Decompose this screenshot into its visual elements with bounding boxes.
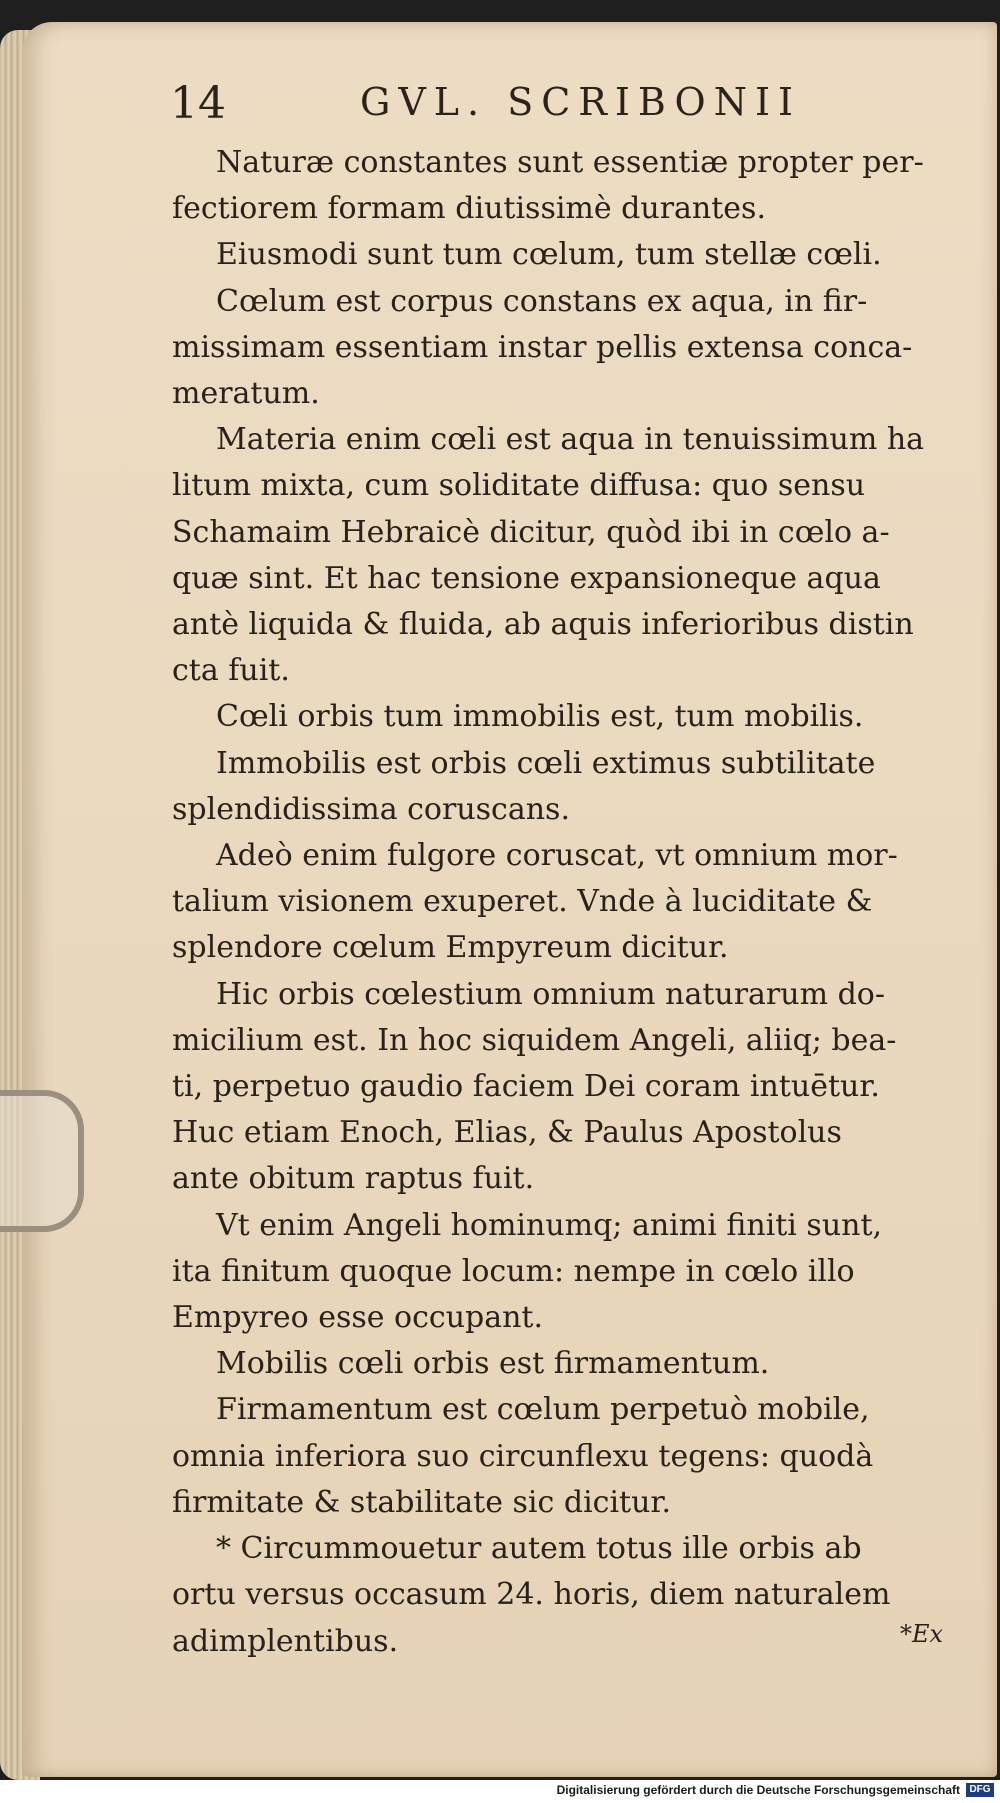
text-line: cta fuit. <box>172 653 290 689</box>
text-line: ti, perpetuo gaudio faciem Dei coram intuētur. <box>172 1069 880 1105</box>
funding-credit: Digitalisierung gefördert durch die Deutsche Forschungsgemeinschaft <box>556 1783 960 1797</box>
text-line: Naturæ constantes sunt essentiæ propter per- <box>216 145 924 180</box>
dfg-logo: DFG <box>966 1783 994 1797</box>
text-line: Hic orbis cœlestium omnium naturarum do- <box>216 976 885 1012</box>
book-clasp <box>0 1090 84 1232</box>
catchword: *Ex <box>900 1620 944 1648</box>
text-line: antè liquida & fluida, ab aquis inferioribus distin <box>172 607 914 643</box>
text-line: Mobilis cœli orbis est firmamentum. <box>216 1346 770 1382</box>
text-line: missimam essentiam instar pellis extensa conca- <box>172 329 913 365</box>
text-line: Huc etiam Enoch, Elias, & Paulus Apostolus <box>172 1115 842 1151</box>
text-line: omnia inferiora suo circunflexu tegens: quodà <box>172 1438 874 1474</box>
running-head <box>170 70 810 130</box>
text-line: litum mixta, cum soliditate diffusa: quo sensu <box>172 468 866 504</box>
text-line: splendidissima coruscans. <box>172 791 570 827</box>
text-line: Immobilis est orbis cœli extimus subtilitate <box>216 745 876 781</box>
text-line: ita finitum quoque locum: nempe in cœlo illo <box>172 1253 855 1289</box>
text-line: Empyreo esse occupant. <box>172 1300 544 1336</box>
page-number: 14 <box>170 78 226 129</box>
text-line: fectiorem formam diutissimè durantes. <box>172 191 766 227</box>
text-line: ortu versus occasum 24. horis, diem naturalem <box>172 1577 891 1613</box>
running-title: GVL. SCRIBONII <box>360 80 801 124</box>
text-line: meratum. <box>172 376 320 412</box>
text-line: Adeò enim fulgore coruscat, vt omnium mor- <box>216 838 898 874</box>
body-text <box>172 140 962 1665</box>
text-line: adimplentibus. <box>172 1623 399 1659</box>
text-line: Schamaim Hebraicè dicitur, quòd ibi in cœlo a- <box>172 514 890 550</box>
footer-bar <box>0 1780 1000 1803</box>
text-line: quæ sint. Et hac tensione expansioneque aqua <box>172 560 881 596</box>
text-line: Cœlum est corpus constans ex aqua, in fir- <box>216 283 868 319</box>
text-line: splendore cœlum Empyreum dicitur. <box>172 930 729 966</box>
text-line: Cœli orbis tum immobilis est, tum mobilis. <box>216 699 864 735</box>
text-line: Vt enim Angeli hominumq; animi finiti sunt, <box>216 1207 883 1243</box>
text-line: * Circummouetur autem totus ille orbis ab <box>216 1531 862 1567</box>
text-line: micilium est. In hoc siquidem Angeli, aliiq; bea- <box>172 1022 897 1058</box>
text-line: talium visionem exuperet. Vnde à luciditate & <box>172 884 873 920</box>
text-line: Firmamentum est cœlum perpetuò mobile, <box>216 1392 870 1428</box>
text-line: firmitate & stabilitate sic dicitur. <box>172 1484 672 1520</box>
text-line: Materia enim cœli est aqua in tenuissimum ha <box>216 422 925 458</box>
text-line: ante obitum raptus fuit. <box>172 1161 535 1197</box>
text-line: Eiusmodi sunt tum cœlum, tum stellæ cœli. <box>216 237 882 273</box>
